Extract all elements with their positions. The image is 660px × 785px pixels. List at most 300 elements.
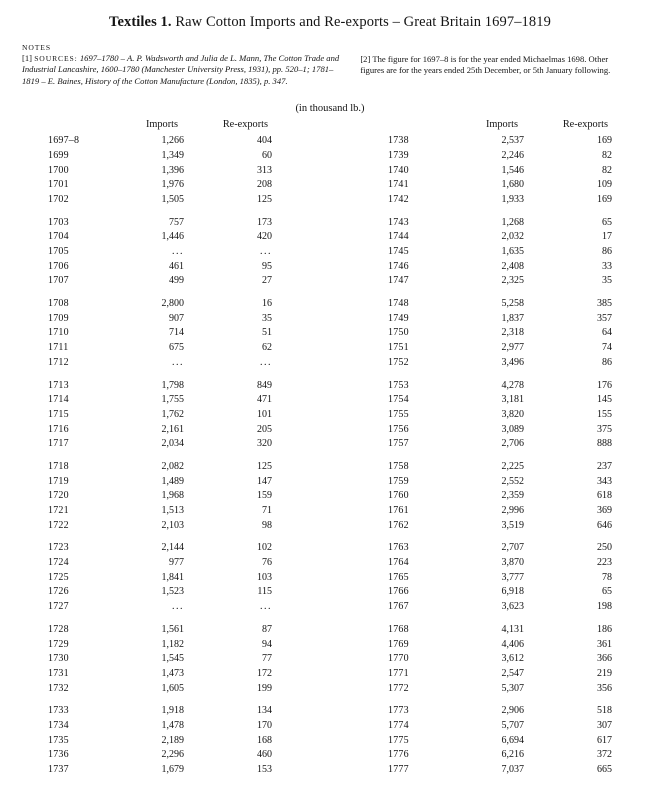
table-row [388, 542, 612, 557]
cell-imports: 2,161 [161, 423, 184, 435]
cell-imports: 1,798 [161, 379, 184, 391]
table-spacer-row [388, 453, 612, 461]
cell-reexports: 375 [597, 423, 612, 435]
cell-imports: 461 [169, 260, 184, 272]
cell-imports: 1,266 [161, 135, 184, 147]
cell-imports: 2,325 [501, 275, 524, 287]
cell-imports: 1,837 [501, 312, 524, 324]
cell-reexports: 145 [597, 394, 612, 406]
cell-imports: 2,082 [161, 460, 184, 472]
table-row [388, 520, 612, 535]
cell-imports: 2,977 [501, 342, 524, 354]
cell-year: 1721 [48, 505, 69, 517]
table-row [388, 327, 612, 342]
cell-year: 1753 [388, 379, 409, 391]
cell-year: 1774 [388, 719, 409, 731]
cell-imports: ... [172, 356, 184, 368]
cell-reexports: 186 [597, 623, 612, 635]
cell-year: 1752 [388, 356, 409, 368]
cell-imports: 3,519 [501, 519, 524, 531]
cell-reexports: 115 [257, 586, 272, 598]
cell-year: 1706 [48, 260, 69, 272]
table-row [388, 475, 612, 490]
cell-imports: 2,144 [161, 542, 184, 554]
table-row [48, 357, 272, 372]
cell-reexports: 219 [597, 667, 612, 679]
cell-imports: 2,032 [501, 231, 524, 243]
cell-imports: 1,478 [161, 719, 184, 731]
table-row [48, 231, 272, 246]
cell-year: 1711 [48, 342, 69, 354]
cell-imports: 3,496 [501, 356, 524, 368]
table-right-body [388, 135, 612, 779]
cell-imports: 2,189 [161, 734, 184, 746]
cell-year: 1732 [48, 682, 69, 694]
cell-year: 1726 [48, 586, 69, 598]
table-row [48, 764, 272, 779]
cell-reexports: 87 [262, 623, 272, 635]
cell-year: 1762 [388, 519, 409, 531]
cell-reexports: 168 [257, 734, 272, 746]
cell-imports: 2,103 [161, 519, 184, 531]
cell-reexports: 176 [597, 379, 612, 391]
cell-imports: 1,473 [161, 667, 184, 679]
cell-reexports: 125 [257, 460, 272, 472]
table-row [388, 705, 612, 720]
cell-imports: 1,679 [161, 764, 184, 776]
cell-imports: 2,537 [501, 135, 524, 147]
cell-year: 1720 [48, 490, 69, 502]
cell-year: 1768 [388, 623, 409, 635]
table-row [388, 313, 612, 328]
table-row [48, 216, 272, 231]
cell-imports: 3,820 [501, 408, 524, 420]
cell-reexports: 62 [262, 342, 272, 354]
cell-reexports: 86 [602, 356, 612, 368]
cell-imports: 1,933 [501, 193, 524, 205]
table-row [388, 764, 612, 779]
cell-reexports: 372 [597, 749, 612, 761]
notes-heading: NOTES [22, 43, 51, 52]
cell-imports: 3,181 [501, 394, 524, 406]
cell-year: 1725 [48, 571, 69, 583]
cell-reexports: 16 [262, 298, 272, 310]
cell-imports: 1,561 [161, 623, 184, 635]
table-spacer-row [48, 534, 272, 542]
cell-imports: 977 [169, 557, 184, 569]
cell-reexports: 95 [262, 260, 272, 272]
cell-year: 1765 [388, 571, 409, 583]
cell-year: 1743 [388, 216, 409, 228]
table-row [388, 150, 612, 165]
table-row [388, 423, 612, 438]
cell-reexports: 169 [597, 135, 612, 147]
table-row [388, 653, 612, 668]
table-row [388, 557, 612, 572]
cell-reexports: 82 [602, 164, 612, 176]
cell-imports: 5,707 [501, 719, 524, 731]
cell-year: 1716 [48, 423, 69, 435]
cell-imports: 1,635 [501, 246, 524, 258]
cell-reexports: 369 [597, 505, 612, 517]
cell-year: 1723 [48, 542, 69, 554]
note-source [22, 53, 342, 87]
cell-imports: 2,359 [501, 490, 524, 502]
cell-reexports: 147 [257, 475, 272, 487]
cell-year: 1738 [388, 135, 409, 147]
cell-imports: 3,623 [501, 601, 524, 613]
cell-reexports: 237 [597, 460, 612, 472]
table-row [388, 601, 612, 616]
table-row [48, 438, 272, 453]
cell-imports: 675 [169, 342, 184, 354]
cell-reexports: 356 [597, 682, 612, 694]
page-title [0, 14, 660, 31]
table-spacer-row [48, 697, 272, 705]
cell-imports: 3,777 [501, 571, 524, 583]
cell-imports: 1,976 [161, 179, 184, 191]
cell-reexports: 71 [262, 505, 272, 517]
unit-note: (in thousand lb.) [295, 103, 365, 115]
cell-year: 1737 [48, 764, 69, 776]
cell-reexports: 102 [257, 542, 272, 554]
table-row [48, 542, 272, 557]
column-header-year [388, 119, 434, 135]
cell-year: 1724 [48, 557, 69, 569]
note-2-text: The figure for 1697–8 is for the year ended Michaelmas 1698. Other figures are for the years ended 25th December, or 5th January following. [360, 54, 611, 76]
cell-reexports: ... [260, 246, 272, 258]
cell-reexports: 76 [262, 557, 272, 569]
notes-columns [22, 53, 638, 87]
cell-reexports: 155 [597, 408, 612, 420]
cell-reexports: 223 [597, 557, 612, 569]
cell-year: 1763 [388, 542, 409, 554]
cell-imports: 4,406 [501, 638, 524, 650]
table-row [388, 572, 612, 587]
cell-reexports: 420 [257, 231, 272, 243]
cell-year: 1759 [388, 475, 409, 487]
title-text: Raw Cotton Imports and Re-exports – Great Britain 1697–1819 [171, 14, 551, 30]
cell-imports: 1,182 [161, 638, 184, 650]
table-spacer-row [388, 697, 612, 705]
table-row [48, 423, 272, 438]
cell-year: 1755 [388, 408, 409, 420]
cell-imports: ... [172, 246, 184, 258]
cell-imports: 3,089 [501, 423, 524, 435]
cell-year: 1754 [388, 394, 409, 406]
cell-year: 1739 [388, 149, 409, 161]
cell-imports: 2,707 [501, 542, 524, 554]
cell-year: 1733 [48, 705, 69, 717]
table-row [48, 394, 272, 409]
cell-imports: 4,131 [501, 623, 524, 635]
table-row [388, 357, 612, 372]
table-spacer-row [388, 208, 612, 216]
cell-year: 1722 [48, 519, 69, 531]
cell-year: 1704 [48, 231, 69, 243]
cell-reexports: ... [260, 356, 272, 368]
cell-imports: 499 [169, 275, 184, 287]
table-spacer-row [48, 290, 272, 298]
cell-reexports: 74 [602, 342, 612, 354]
cell-reexports: 618 [597, 490, 612, 502]
cell-reexports: 17 [602, 231, 612, 243]
cell-imports: 1,396 [161, 164, 184, 176]
cell-reexports: 198 [597, 601, 612, 613]
cell-year: 1718 [48, 460, 69, 472]
table-row [48, 298, 272, 313]
cell-year: 1760 [388, 490, 409, 502]
cell-year: 1756 [388, 423, 409, 435]
table-row [48, 682, 272, 697]
document-page [0, 14, 660, 785]
table-row [388, 624, 612, 639]
cell-imports: 1,505 [161, 193, 184, 205]
table-header-row [388, 119, 612, 135]
cell-year: 1775 [388, 734, 409, 746]
cell-year: 1744 [388, 231, 409, 243]
cell-reexports: 357 [597, 312, 612, 324]
cell-imports: 1,489 [161, 475, 184, 487]
column-header-reexports: Re-exports [222, 119, 268, 131]
cell-year: 1747 [388, 275, 409, 287]
cell-reexports: 169 [597, 193, 612, 205]
cell-imports: 2,906 [501, 705, 524, 717]
table-spacer-row [48, 616, 272, 624]
cell-year: 1703 [48, 216, 69, 228]
cell-reexports: 170 [257, 719, 272, 731]
cell-reexports: 103 [257, 571, 272, 583]
cell-imports: 2,225 [501, 460, 524, 472]
table-row [388, 194, 612, 209]
table-row [48, 313, 272, 328]
cell-reexports: 172 [257, 667, 272, 679]
cell-year: 1740 [388, 164, 409, 176]
cell-year: 1730 [48, 653, 69, 665]
cell-year: 1701 [48, 179, 69, 191]
cell-imports: 3,612 [501, 653, 524, 665]
table-row [48, 327, 272, 342]
cell-year: 1746 [388, 260, 409, 272]
cell-reexports: 134 [257, 705, 272, 717]
cell-imports: 1,680 [501, 179, 524, 191]
table-right [388, 119, 612, 779]
table-row [388, 490, 612, 505]
cell-imports: 1,446 [161, 231, 184, 243]
cell-year: 1770 [388, 653, 409, 665]
note-michaelmas [360, 53, 631, 77]
cell-year: 1761 [388, 505, 409, 517]
cell-reexports: 65 [602, 586, 612, 598]
table-spacer-row [388, 371, 612, 379]
table-row [388, 379, 612, 394]
table-row [388, 164, 612, 179]
cell-imports: 2,547 [501, 667, 524, 679]
column-header-reexports: Re-exports [562, 119, 608, 131]
cell-reexports: 35 [262, 312, 272, 324]
table-row [48, 601, 272, 616]
cell-year: 1719 [48, 475, 69, 487]
cell-reexports: 109 [597, 179, 612, 191]
table-row [388, 298, 612, 313]
note-sources-label: SOURCES: [34, 54, 78, 63]
table-left-body [48, 135, 272, 779]
cell-reexports: 159 [257, 490, 272, 502]
cell-reexports: 518 [597, 705, 612, 717]
column-header-year [48, 119, 94, 135]
cell-reexports: 173 [257, 216, 272, 228]
table-row [48, 624, 272, 639]
note-1-text: 1697–1780 – A. P. Wadsworth and Julia de L. Mann, The Cotton Trade and Industrial Lancashire, 1600–1780 (Manchester University Press, 1931), pp. 520–1; 1781–1819 – E. Baines, History of the Cotton Manufacture (London, 1835), p. 347. [22, 53, 340, 86]
table-row [48, 572, 272, 587]
cell-year: 1758 [388, 460, 409, 472]
cell-reexports: 101 [257, 408, 272, 420]
note-1-marker: [1] [22, 53, 33, 63]
cell-reexports: 888 [597, 438, 612, 450]
cell-year: 1772 [388, 682, 409, 694]
cell-year: 1735 [48, 734, 69, 746]
table-row [388, 261, 612, 276]
cell-imports: 1,513 [161, 505, 184, 517]
cell-imports: 1,762 [161, 408, 184, 420]
cell-year: 1751 [388, 342, 409, 354]
cell-imports: 2,706 [501, 438, 524, 450]
cell-imports: 1,605 [161, 682, 184, 694]
notes-section [22, 43, 638, 87]
cell-reexports: 153 [257, 764, 272, 776]
table-row [388, 682, 612, 697]
cell-year: 1777 [388, 764, 409, 776]
cell-imports: 2,408 [501, 260, 524, 272]
cell-reexports: 64 [602, 327, 612, 339]
cell-year: 1707 [48, 275, 69, 287]
cell-reexports: 471 [257, 394, 272, 406]
table-row [388, 720, 612, 735]
cell-imports: 6,216 [501, 749, 524, 761]
cell-year: 1748 [388, 298, 409, 310]
table-row [388, 216, 612, 231]
table-row [48, 653, 272, 668]
cell-imports: 3,870 [501, 557, 524, 569]
cell-imports: 1,918 [161, 705, 184, 717]
cell-year: 1771 [388, 667, 409, 679]
cell-imports: 757 [169, 216, 184, 228]
cell-reexports: 208 [257, 179, 272, 191]
table-row [48, 638, 272, 653]
table-row [388, 409, 612, 424]
cell-reexports: 86 [602, 246, 612, 258]
cell-imports: 1,523 [161, 586, 184, 598]
cell-year: 1699 [48, 149, 69, 161]
cell-imports: 1,755 [161, 394, 184, 406]
cell-imports: 6,694 [501, 734, 524, 746]
cell-year: 1708 [48, 298, 69, 310]
cell-imports: ... [172, 601, 184, 613]
cell-year: 1766 [388, 586, 409, 598]
table-row [48, 475, 272, 490]
table-row [48, 668, 272, 683]
cell-year: 1697–8 [48, 135, 80, 147]
cell-reexports: 361 [597, 638, 612, 650]
table-row [48, 194, 272, 209]
cell-imports: 907 [169, 312, 184, 324]
table-row [48, 505, 272, 520]
cell-reexports: 60 [262, 149, 272, 161]
cell-year: 1715 [48, 408, 69, 420]
table-row [388, 438, 612, 453]
cell-year: 1741 [388, 179, 409, 191]
cell-imports: 714 [169, 327, 184, 339]
cell-reexports: 94 [262, 638, 272, 650]
cell-reexports: 320 [257, 438, 272, 450]
cell-imports: 1,349 [161, 149, 184, 161]
cell-reexports: 366 [597, 653, 612, 665]
table-number-label: Textiles 1. [109, 14, 172, 30]
cell-imports: 2,318 [501, 327, 524, 339]
data-tables [0, 119, 660, 779]
table-row [48, 490, 272, 505]
cell-year: 1727 [48, 601, 69, 613]
table-row [48, 342, 272, 357]
table-row [48, 261, 272, 276]
cell-reexports: 77 [262, 653, 272, 665]
cell-reexports: 33 [602, 260, 612, 272]
table-row [388, 734, 612, 749]
cell-imports: 2,296 [161, 749, 184, 761]
cell-year: 1736 [48, 749, 69, 761]
table-row [388, 668, 612, 683]
table-row [388, 394, 612, 409]
table-row [48, 749, 272, 764]
cell-imports: 2,034 [161, 438, 184, 450]
table-spacer-row [48, 453, 272, 461]
cell-year: 1750 [388, 327, 409, 339]
cell-year: 1745 [388, 246, 409, 258]
table-row [48, 734, 272, 749]
cell-imports: 2,552 [501, 475, 524, 487]
cell-year: 1749 [388, 312, 409, 324]
cell-imports: 4,278 [501, 379, 524, 391]
cell-reexports: 617 [597, 734, 612, 746]
cell-imports: 1,546 [501, 164, 524, 176]
cell-reexports: 35 [602, 275, 612, 287]
cell-imports: 1,545 [161, 653, 184, 665]
table-row [48, 275, 272, 290]
table-row [388, 749, 612, 764]
table-row [48, 461, 272, 476]
cell-reexports: ... [260, 601, 272, 613]
cell-imports: 6,918 [501, 586, 524, 598]
table-row [48, 135, 272, 150]
cell-reexports: 27 [262, 275, 272, 287]
cell-year: 1702 [48, 193, 69, 205]
table-row [388, 179, 612, 194]
table-spacer-row [48, 371, 272, 379]
cell-year: 1742 [388, 193, 409, 205]
table-row [48, 520, 272, 535]
cell-imports: 7,037 [501, 764, 524, 776]
cell-reexports: 665 [597, 764, 612, 776]
table-row [388, 275, 612, 290]
cell-reexports: 98 [262, 519, 272, 531]
cell-year: 1734 [48, 719, 69, 731]
table-row [388, 342, 612, 357]
column-header-imports: Imports [145, 119, 178, 131]
cell-imports: 2,246 [501, 149, 524, 161]
table-row [48, 705, 272, 720]
cell-year: 1714 [48, 394, 69, 406]
table-row [48, 179, 272, 194]
